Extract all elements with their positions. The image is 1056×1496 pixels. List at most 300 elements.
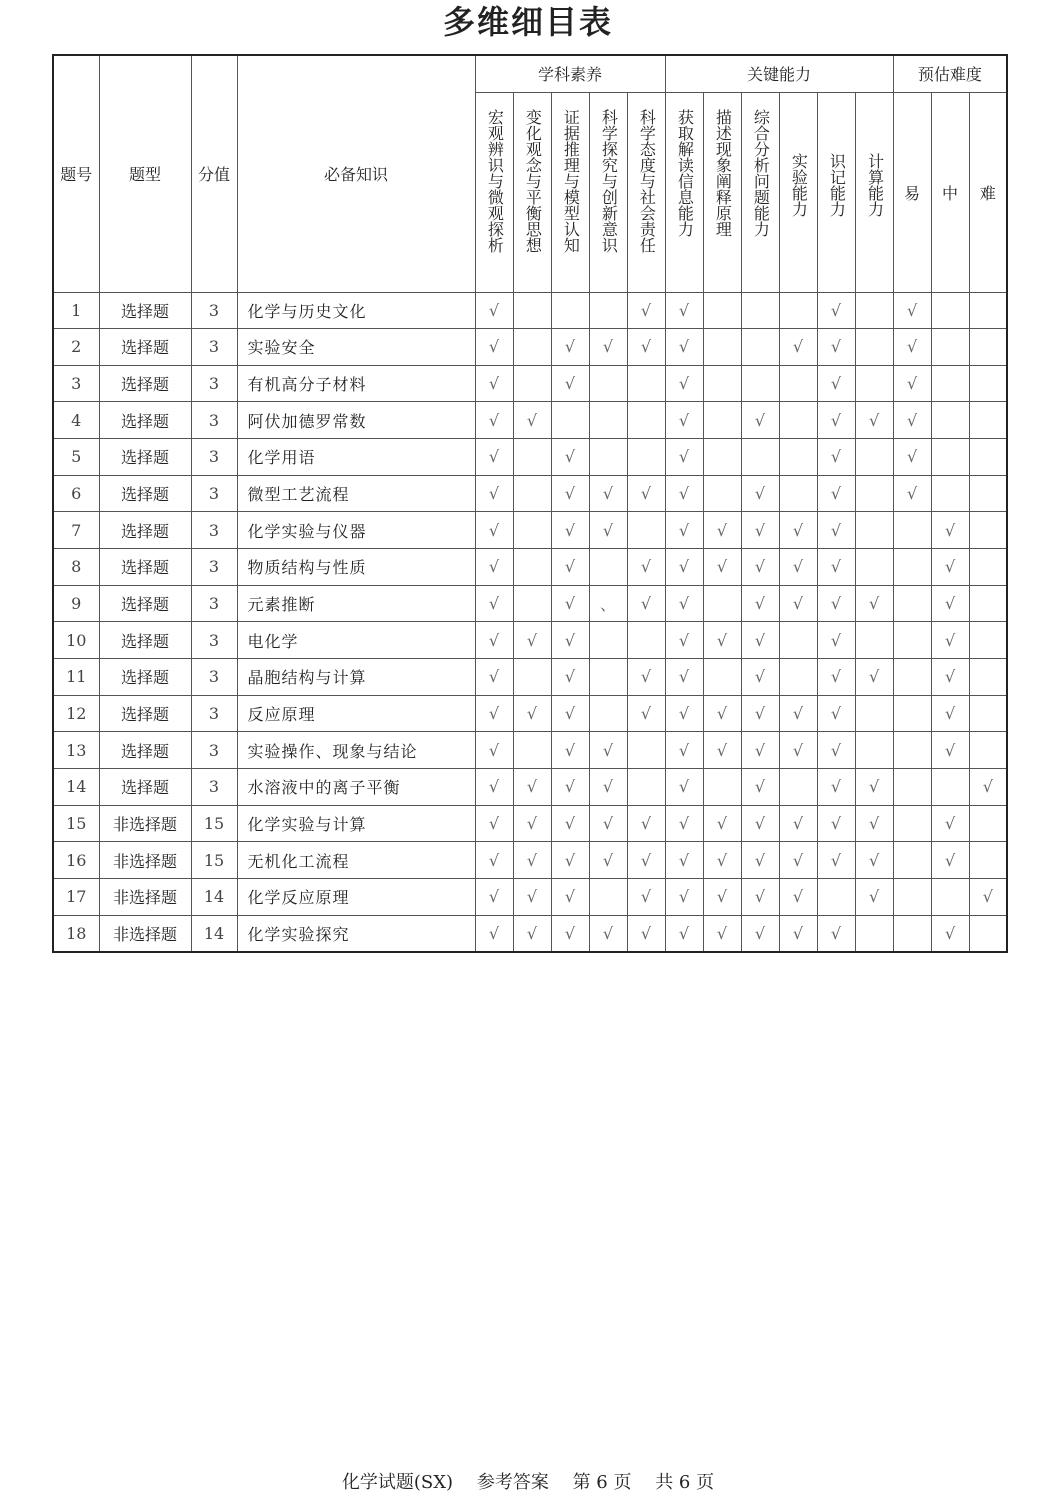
check-cell: √ xyxy=(475,842,513,879)
check-cell: √ xyxy=(741,769,779,806)
check-cell: √ xyxy=(665,915,703,952)
check-cell: √ xyxy=(551,915,589,952)
table-row xyxy=(53,842,1007,879)
check-cell xyxy=(855,329,893,366)
check-cell: √ xyxy=(665,549,703,586)
check-cell: √ xyxy=(931,585,969,622)
check-cell: √ xyxy=(703,732,741,769)
header-group-row xyxy=(53,55,1007,92)
check-cell xyxy=(931,329,969,366)
row-type: 选择题 xyxy=(99,549,191,586)
check-cell xyxy=(969,842,1007,879)
check-cell: √ xyxy=(551,585,589,622)
row-number: 5 xyxy=(53,439,99,476)
table-row xyxy=(53,805,1007,842)
header-group-difficulty: 预估难度 xyxy=(893,55,1007,92)
row-knowledge: 无机化工流程 xyxy=(237,842,475,879)
check-cell xyxy=(741,439,779,476)
check-cell: √ xyxy=(589,769,627,806)
check-cell: √ xyxy=(627,585,665,622)
check-cell: √ xyxy=(931,659,969,696)
check-cell: √ xyxy=(475,475,513,512)
check-cell: √ xyxy=(513,805,551,842)
check-cell: √ xyxy=(893,475,931,512)
check-cell: √ xyxy=(665,512,703,549)
check-cell xyxy=(589,549,627,586)
row-number: 7 xyxy=(53,512,99,549)
check-cell: √ xyxy=(817,805,855,842)
table-row xyxy=(53,659,1007,696)
check-cell: √ xyxy=(741,842,779,879)
check-cell xyxy=(513,329,551,366)
check-cell xyxy=(893,512,931,549)
check-cell: √ xyxy=(741,732,779,769)
check-cell xyxy=(779,475,817,512)
check-cell xyxy=(741,292,779,329)
check-cell: √ xyxy=(969,879,1007,916)
row-number: 18 xyxy=(53,915,99,952)
check-cell: √ xyxy=(589,475,627,512)
check-cell: √ xyxy=(627,475,665,512)
check-cell: √ xyxy=(817,549,855,586)
check-cell: √ xyxy=(475,549,513,586)
check-cell: √ xyxy=(551,622,589,659)
header-literacy-5-text: 科学态度与社会责任 xyxy=(637,108,657,253)
check-cell: √ xyxy=(551,732,589,769)
check-cell: √ xyxy=(665,769,703,806)
check-cell xyxy=(551,292,589,329)
check-cell: √ xyxy=(627,695,665,732)
check-cell xyxy=(779,622,817,659)
row-score: 14 xyxy=(191,915,237,952)
check-cell: √ xyxy=(513,622,551,659)
table-row xyxy=(53,439,1007,476)
check-cell xyxy=(893,585,931,622)
check-cell: √ xyxy=(779,842,817,879)
check-cell: √ xyxy=(665,475,703,512)
check-cell xyxy=(969,659,1007,696)
check-cell xyxy=(969,365,1007,402)
check-cell: √ xyxy=(551,659,589,696)
row-type: 选择题 xyxy=(99,402,191,439)
check-cell xyxy=(855,915,893,952)
check-cell: √ xyxy=(931,805,969,842)
check-cell xyxy=(513,475,551,512)
check-cell: √ xyxy=(703,549,741,586)
check-cell: √ xyxy=(665,622,703,659)
row-number: 10 xyxy=(53,622,99,659)
check-cell: √ xyxy=(703,842,741,879)
row-score: 14 xyxy=(191,879,237,916)
check-cell xyxy=(551,402,589,439)
row-type: 选择题 xyxy=(99,439,191,476)
table-row xyxy=(53,292,1007,329)
check-cell xyxy=(855,549,893,586)
row-type: 非选择题 xyxy=(99,879,191,916)
check-cell xyxy=(589,695,627,732)
check-cell xyxy=(893,879,931,916)
check-cell: √ xyxy=(475,512,513,549)
header-literacy-4-text: 科学探究与创新意识 xyxy=(599,108,619,253)
table-row xyxy=(53,365,1007,402)
header-no: 题号 xyxy=(53,55,99,292)
row-score: 3 xyxy=(191,402,237,439)
header-ability-1-text: 获取解读信息能力 xyxy=(675,108,695,237)
check-cell xyxy=(513,292,551,329)
row-type: 选择题 xyxy=(99,659,191,696)
check-cell: √ xyxy=(893,329,931,366)
row-number: 6 xyxy=(53,475,99,512)
row-type: 选择题 xyxy=(99,292,191,329)
row-score: 3 xyxy=(191,659,237,696)
check-cell xyxy=(703,365,741,402)
check-cell: √ xyxy=(779,732,817,769)
check-cell: √ xyxy=(627,805,665,842)
table-row xyxy=(53,695,1007,732)
header-ability-5 xyxy=(817,92,855,292)
row-score: 15 xyxy=(191,842,237,879)
check-cell: √ xyxy=(551,439,589,476)
check-cell xyxy=(931,402,969,439)
check-cell xyxy=(513,549,551,586)
check-cell: √ xyxy=(855,585,893,622)
check-cell xyxy=(855,512,893,549)
check-cell: √ xyxy=(475,622,513,659)
row-knowledge: 水溶液中的离子平衡 xyxy=(237,769,475,806)
row-knowledge: 反应原理 xyxy=(237,695,475,732)
header-difficulty-easy: 易 xyxy=(893,92,931,292)
check-cell: √ xyxy=(475,329,513,366)
check-cell xyxy=(969,585,1007,622)
table-row xyxy=(53,622,1007,659)
check-cell: √ xyxy=(551,805,589,842)
check-cell: √ xyxy=(589,732,627,769)
check-cell: √ xyxy=(627,842,665,879)
check-cell xyxy=(931,439,969,476)
check-cell xyxy=(855,475,893,512)
check-cell xyxy=(703,329,741,366)
check-cell: √ xyxy=(665,879,703,916)
row-type: 非选择题 xyxy=(99,915,191,952)
check-cell xyxy=(513,512,551,549)
check-cell: √ xyxy=(475,732,513,769)
check-cell xyxy=(893,769,931,806)
check-cell: √ xyxy=(893,292,931,329)
check-cell xyxy=(931,365,969,402)
row-number: 11 xyxy=(53,659,99,696)
check-cell: √ xyxy=(779,549,817,586)
row-type: 选择题 xyxy=(99,365,191,402)
check-cell: √ xyxy=(893,365,931,402)
check-cell xyxy=(589,365,627,402)
row-number: 13 xyxy=(53,732,99,769)
header-ability-6-text: 计算能力 xyxy=(865,152,885,217)
table-row xyxy=(53,732,1007,769)
row-number: 2 xyxy=(53,329,99,366)
check-cell: √ xyxy=(931,549,969,586)
row-score: 3 xyxy=(191,695,237,732)
table-row xyxy=(53,329,1007,366)
header-group-ability: 关键能力 xyxy=(665,55,893,92)
check-cell: √ xyxy=(817,402,855,439)
check-cell: √ xyxy=(665,402,703,439)
check-cell: √ xyxy=(855,842,893,879)
check-cell: √ xyxy=(893,402,931,439)
row-number: 16 xyxy=(53,842,99,879)
check-cell: √ xyxy=(665,695,703,732)
check-cell: √ xyxy=(741,402,779,439)
row-knowledge: 化学与历史文化 xyxy=(237,292,475,329)
check-cell: √ xyxy=(627,292,665,329)
page-footer xyxy=(0,1468,1056,1494)
check-cell: √ xyxy=(703,805,741,842)
check-cell: √ xyxy=(817,622,855,659)
check-cell xyxy=(893,915,931,952)
check-cell xyxy=(893,805,931,842)
check-cell: √ xyxy=(551,695,589,732)
check-cell xyxy=(589,292,627,329)
footer-answer: 参考答案 xyxy=(476,1472,549,1493)
check-cell: √ xyxy=(817,732,855,769)
check-cell xyxy=(893,695,931,732)
check-cell xyxy=(627,769,665,806)
check-cell: √ xyxy=(475,659,513,696)
check-cell: √ xyxy=(741,512,779,549)
check-cell: √ xyxy=(475,585,513,622)
check-cell xyxy=(741,365,779,402)
page-title: 多维细目表 xyxy=(442,3,613,41)
table-row xyxy=(53,879,1007,916)
check-cell: √ xyxy=(475,365,513,402)
check-cell: √ xyxy=(969,769,1007,806)
check-cell: √ xyxy=(551,475,589,512)
row-type: 非选择题 xyxy=(99,805,191,842)
check-cell xyxy=(969,549,1007,586)
row-type: 选择题 xyxy=(99,585,191,622)
check-cell: √ xyxy=(627,329,665,366)
check-cell xyxy=(513,732,551,769)
check-cell: √ xyxy=(931,842,969,879)
check-cell xyxy=(627,732,665,769)
check-cell: √ xyxy=(741,549,779,586)
row-knowledge: 元素推断 xyxy=(237,585,475,622)
check-cell xyxy=(703,585,741,622)
header-ability-1 xyxy=(665,92,703,292)
check-cell: 、 xyxy=(589,585,627,622)
footer-subject: 化学试题(SX) xyxy=(341,1472,454,1493)
check-cell: √ xyxy=(551,329,589,366)
table-row xyxy=(53,769,1007,806)
row-number: 1 xyxy=(53,292,99,329)
check-cell: √ xyxy=(551,512,589,549)
header-difficulty-medium: 中 xyxy=(931,92,969,292)
check-cell: √ xyxy=(513,842,551,879)
check-cell xyxy=(703,402,741,439)
row-knowledge: 微型工艺流程 xyxy=(237,475,475,512)
check-cell: √ xyxy=(475,915,513,952)
row-knowledge: 化学实验探究 xyxy=(237,915,475,952)
check-cell xyxy=(969,475,1007,512)
check-cell: √ xyxy=(741,805,779,842)
row-type: 选择题 xyxy=(99,329,191,366)
check-cell: √ xyxy=(551,365,589,402)
check-cell: √ xyxy=(475,292,513,329)
check-cell: √ xyxy=(551,549,589,586)
header-ability-3 xyxy=(741,92,779,292)
check-cell: √ xyxy=(475,439,513,476)
check-cell: √ xyxy=(779,585,817,622)
check-cell: √ xyxy=(551,879,589,916)
check-cell: √ xyxy=(475,879,513,916)
check-cell xyxy=(513,439,551,476)
row-type: 选择题 xyxy=(99,512,191,549)
row-knowledge: 阿伏加德罗常数 xyxy=(237,402,475,439)
header-knowledge: 必备知识 xyxy=(237,55,475,292)
check-cell: √ xyxy=(665,842,703,879)
check-cell xyxy=(855,732,893,769)
check-cell: √ xyxy=(855,769,893,806)
row-score: 3 xyxy=(191,769,237,806)
check-cell: √ xyxy=(855,659,893,696)
check-cell xyxy=(513,659,551,696)
check-cell: √ xyxy=(893,439,931,476)
row-number: 9 xyxy=(53,585,99,622)
check-cell: √ xyxy=(779,512,817,549)
check-cell: √ xyxy=(817,585,855,622)
check-cell: √ xyxy=(741,659,779,696)
row-knowledge: 化学反应原理 xyxy=(237,879,475,916)
header-ability-4 xyxy=(779,92,817,292)
table-row xyxy=(53,402,1007,439)
check-cell xyxy=(741,329,779,366)
check-cell: √ xyxy=(779,329,817,366)
table-row xyxy=(53,915,1007,952)
row-knowledge: 有机高分子材料 xyxy=(237,365,475,402)
check-cell xyxy=(779,402,817,439)
check-cell xyxy=(627,365,665,402)
header-score: 分值 xyxy=(191,55,237,292)
row-score: 3 xyxy=(191,585,237,622)
check-cell: √ xyxy=(627,915,665,952)
check-cell xyxy=(893,549,931,586)
check-cell: √ xyxy=(513,879,551,916)
check-cell xyxy=(703,439,741,476)
check-cell: √ xyxy=(513,402,551,439)
row-score: 3 xyxy=(191,732,237,769)
header-ability-5-text: 识记能力 xyxy=(827,152,847,217)
check-cell xyxy=(969,695,1007,732)
row-number: 17 xyxy=(53,879,99,916)
check-cell xyxy=(893,842,931,879)
check-cell: √ xyxy=(665,732,703,769)
check-cell xyxy=(779,439,817,476)
check-cell xyxy=(589,659,627,696)
check-cell: √ xyxy=(931,622,969,659)
row-score: 3 xyxy=(191,292,237,329)
row-knowledge: 实验安全 xyxy=(237,329,475,366)
check-cell xyxy=(969,622,1007,659)
check-cell xyxy=(931,475,969,512)
check-cell xyxy=(931,292,969,329)
check-cell: √ xyxy=(627,549,665,586)
check-cell xyxy=(779,769,817,806)
check-cell: √ xyxy=(665,585,703,622)
row-score: 3 xyxy=(191,329,237,366)
header-literacy-1-text: 宏观辨识与微观探析 xyxy=(485,108,505,253)
header-group-literacy: 学科素养 xyxy=(475,55,665,92)
header-literacy-3-text: 证据推理与模型认知 xyxy=(561,108,581,253)
header-literacy-1 xyxy=(475,92,513,292)
check-cell xyxy=(969,439,1007,476)
check-cell: √ xyxy=(779,805,817,842)
check-cell xyxy=(855,365,893,402)
check-cell xyxy=(589,879,627,916)
check-cell: √ xyxy=(741,475,779,512)
check-cell: √ xyxy=(741,879,779,916)
check-cell: √ xyxy=(665,329,703,366)
row-number: 3 xyxy=(53,365,99,402)
check-cell xyxy=(893,732,931,769)
row-score: 3 xyxy=(191,512,237,549)
header-ability-3-text: 综合分析问题能力 xyxy=(751,108,771,237)
check-cell: √ xyxy=(513,915,551,952)
row-type: 选择题 xyxy=(99,622,191,659)
check-cell xyxy=(893,622,931,659)
check-cell xyxy=(931,879,969,916)
check-cell xyxy=(589,439,627,476)
row-number: 15 xyxy=(53,805,99,842)
check-cell xyxy=(703,769,741,806)
check-cell xyxy=(513,585,551,622)
check-cell xyxy=(969,329,1007,366)
row-knowledge: 化学实验与仪器 xyxy=(237,512,475,549)
check-cell xyxy=(855,292,893,329)
row-number: 8 xyxy=(53,549,99,586)
check-cell: √ xyxy=(817,329,855,366)
table-row xyxy=(53,549,1007,586)
check-cell xyxy=(969,512,1007,549)
header-literacy-5 xyxy=(627,92,665,292)
check-cell: √ xyxy=(703,879,741,916)
check-cell xyxy=(627,512,665,549)
check-cell: √ xyxy=(741,915,779,952)
check-cell xyxy=(627,439,665,476)
row-type: 选择题 xyxy=(99,769,191,806)
check-cell xyxy=(969,402,1007,439)
check-cell: √ xyxy=(817,475,855,512)
header-literacy-3 xyxy=(551,92,589,292)
row-knowledge: 实验操作、现象与结论 xyxy=(237,732,475,769)
check-cell: √ xyxy=(665,659,703,696)
table-row xyxy=(53,475,1007,512)
row-number: 12 xyxy=(53,695,99,732)
check-cell xyxy=(589,402,627,439)
check-cell: √ xyxy=(741,585,779,622)
header-ability-2-text: 描述现象阐释原理 xyxy=(713,108,733,237)
check-cell xyxy=(703,292,741,329)
check-cell xyxy=(931,769,969,806)
row-score: 3 xyxy=(191,365,237,402)
header-ability-2 xyxy=(703,92,741,292)
check-cell: √ xyxy=(741,622,779,659)
row-score: 3 xyxy=(191,622,237,659)
row-type: 选择题 xyxy=(99,695,191,732)
row-number: 14 xyxy=(53,769,99,806)
check-cell xyxy=(513,365,551,402)
check-cell: √ xyxy=(931,915,969,952)
row-type: 非选择题 xyxy=(99,842,191,879)
check-cell: √ xyxy=(551,842,589,879)
